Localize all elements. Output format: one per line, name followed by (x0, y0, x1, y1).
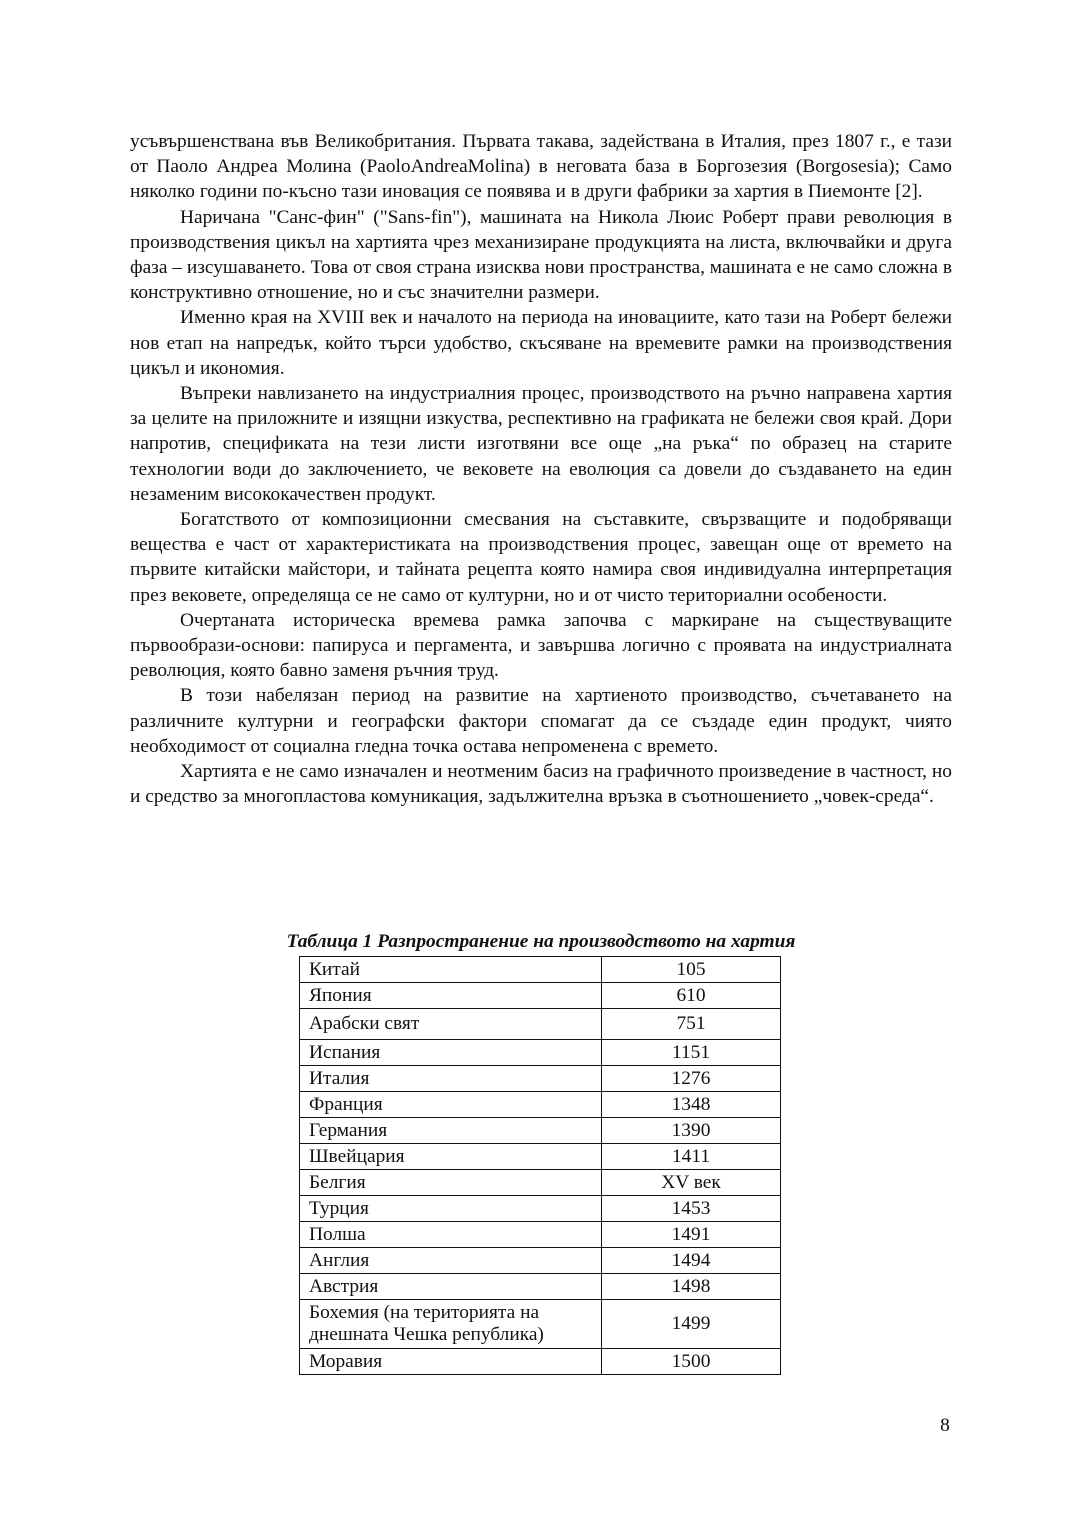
year-cell: 1276 (602, 1066, 781, 1092)
paragraph: усъвършенствана във Великобритания. Първата такава, задействана в Италия, през 1807 г., е тази от Паоло Андреа Молина (PaoloAndreaMolina) в неговата база в Боргозезия (Borgosesia); Само няколко години по-късно тази иновация се появява и в други фабрики за хартия в Пиемонте [2]. (130, 131, 952, 203)
year-cell: 1348 (602, 1092, 781, 1118)
year-cell: 1453 (602, 1196, 781, 1222)
table-row (300, 1170, 781, 1196)
table-row (300, 983, 781, 1009)
year-cell: 1151 (602, 1040, 781, 1066)
table-row (300, 1040, 781, 1066)
country-cell: Австрия (300, 1274, 602, 1300)
year-cell: 1411 (602, 1144, 781, 1170)
body-text (130, 129, 952, 809)
year-cell: 105 (602, 957, 781, 983)
year-cell: 1500 (602, 1349, 781, 1375)
paragraph: Хартията е не само изначален и неотменим басиз на графичното произведение в частност, но и средство за многопластова комуникация, задължителна връзка в съотношението „човек-среда“. (130, 761, 952, 808)
country-cell: Англия (300, 1248, 602, 1274)
table-row (300, 1118, 781, 1144)
country-cell: Швейцария (300, 1144, 602, 1170)
year-cell: 610 (602, 983, 781, 1009)
paper-spread-table (299, 956, 781, 1375)
paragraph: Именно края на XVIII век и началото на периода на иновациите, като тази на Роберт бележи нов етап на напредък, който търси удобство, скъсяване на времевите рамки на производствения цикъл и икономия. (130, 307, 952, 379)
country-cell: Турция (300, 1196, 602, 1222)
year-cell: 1499 (602, 1300, 781, 1349)
table-row (300, 1300, 781, 1349)
country-cell: Моравия (300, 1349, 602, 1375)
table-row (300, 1349, 781, 1375)
table-row (300, 1144, 781, 1170)
year-cell: 1390 (602, 1118, 781, 1144)
year-cell: 751 (602, 1009, 781, 1040)
table-caption (0, 930, 1080, 954)
year-cell: 1494 (602, 1248, 781, 1274)
table-row (300, 1196, 781, 1222)
country-cell: Италия (300, 1066, 602, 1092)
paragraph: В този набелязан период на развитие на хартиеното производство, съчетаването на различните културни и географски фактори спомагат да се създаде един продукт, чиято необходимост от социална гледна точка остава непроменена с времето. (130, 685, 952, 757)
country-cell: Франция (300, 1092, 602, 1118)
country-cell: Испания (300, 1040, 602, 1066)
paragraph: Очертаната историческа времева рамка започва с маркиране на съществуващите първообрази-основи: папируса и пергамента, и завършва логично с проявата на индустриалната революция, която бавно заменя ръчния труд. (130, 609, 952, 682)
country-cell (300, 1300, 602, 1349)
table-row (300, 1092, 781, 1118)
year-cell: XV век (602, 1170, 781, 1196)
table-row (300, 957, 781, 983)
table-caption-text: Таблица 1 Разпространение на производството на хартия (286, 931, 796, 952)
year-cell: 1498 (602, 1274, 781, 1300)
country-cell: Германия (300, 1118, 602, 1144)
table-row (300, 1066, 781, 1092)
country-cell: Полша (300, 1222, 602, 1248)
country-cell: Арабски свят (300, 1009, 602, 1040)
country-cell: Белгия (300, 1170, 602, 1196)
page-number: 8 (940, 1415, 950, 1436)
table-row (300, 1248, 781, 1274)
country-cell-line: днешната Чешка република) (309, 1324, 544, 1345)
country-cell-line: Бохемия (на територията на (309, 1302, 540, 1323)
country-cell: Япония (300, 983, 602, 1009)
country-cell: Китай (300, 957, 602, 983)
table-row (300, 1222, 781, 1248)
paragraph: Богатството от композиционни смесвания на съставките, свързващите и подобряващи вещества е част от характеристиката на производствения процес, завещан още от времето на първите китайски майстори, и тайната рецепта която намира своя индивидуална интерпретация през вековете, определяща се не само от културни, но и от чисто териториални особености. (130, 509, 952, 606)
table-row (300, 1274, 781, 1300)
year-cell: 1491 (602, 1222, 781, 1248)
paragraph: Наричана "Санс-фин" ("Sans-fin"), машината на Никола Люис Роберт прави революция в производствения цикъл на хартията чрез механизиране продукцията на листа, включвайки и друга фаза – изсушаването. Това от своя страна изисква нови пространства, машината е не само сложна в конструктивно отношение, но и със значителни размери. (130, 206, 952, 304)
table-row (300, 1009, 781, 1040)
paragraph: Въпреки навлизането на индустриалния процес, производството на ръчно направена хартия за целите на приложните и изящни изкуства, респективно на графиката не бележи своя край. Дори напротив, спецификата на тези листи изготвяни все още „на ръка“ по образец на старите технологии води до заключението, че вековете на еволюция са довели до създаването на един незаменим висококачествен продукт. (130, 383, 952, 505)
